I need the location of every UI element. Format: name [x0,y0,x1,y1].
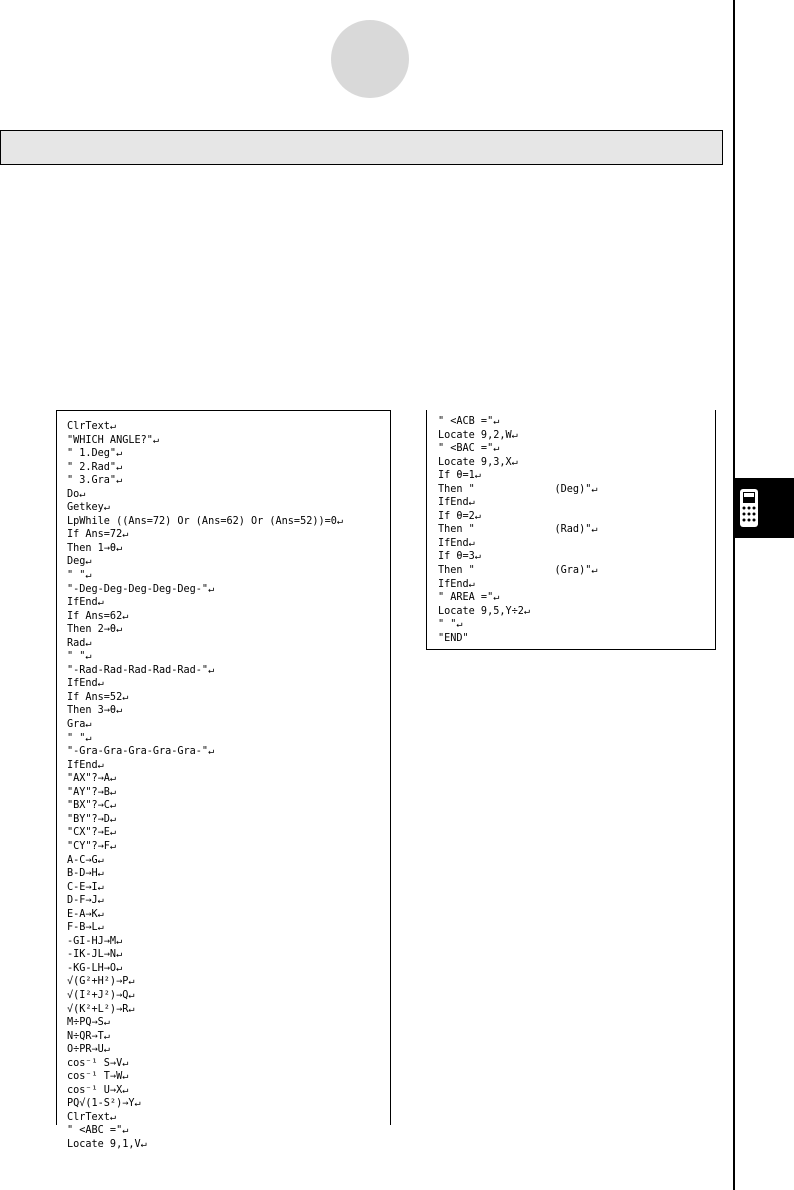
program-line: cos⁻¹ U→X↵ [67,1084,129,1096]
program-line: Then 2→θ↵ [67,624,123,636]
program-line: If θ=1↵ [438,470,481,482]
program-line: Then " (Gra)"↵ [438,565,598,577]
program-line: " "↵ [67,651,92,663]
program-line: " "↵ [67,570,92,582]
program-line: IfEnd↵ [438,578,475,590]
program-line: " <ACB ="↵ [438,416,500,427]
program-line: ClrText↵ [67,421,117,432]
program-line: M÷PQ→S↵ [67,1017,110,1029]
program-line: -IK-JL→N↵ [67,949,123,961]
program-line: " 1.Deg"↵ [67,448,123,460]
program-line: Locate 9,5,Y÷2↵ [438,605,531,617]
program-line: IfEnd↵ [438,497,475,509]
program-line: " <ABC ="↵ [67,1125,129,1137]
program-line: If Ans=62↵ [67,610,129,622]
program-line: If θ=2↵ [438,510,481,522]
program-line: LpWhile ((Ans=72) Or (Ans=62) Or (Ans=52))=0↵ [67,515,344,527]
program-line: "BY"?→D↵ [67,813,117,825]
program-line: √(G²+H²)→P↵ [67,976,135,988]
program-line: A-C→G↵ [67,854,104,866]
program-line: cos⁻¹ T→W↵ [67,1071,129,1083]
program-line: Locate 9,1,V↵ [67,1138,147,1150]
program-line: F-B→L↵ [67,922,104,934]
program-line: "-Rad-Rad-Rad-Rad-Rad-"↵ [67,664,215,676]
program-line: IfEnd↵ [67,678,104,690]
program-line: " "↵ [67,732,92,744]
program-line: -KG-LH→O↵ [67,962,123,974]
program-line: Getkey↵ [67,502,110,514]
program-line: "WHICH ANGLE?"↵ [67,434,160,446]
program-line: O÷PR→U↵ [67,1044,110,1056]
program-line: "BX"?→C↵ [67,800,117,812]
program-line: "CY"?→F↵ [67,840,117,852]
program-line: " AREA ="↵ [438,592,500,604]
program-line: "AY"?→B↵ [67,786,117,798]
program-line: "AX"?→A↵ [67,773,117,785]
program-line: "CX"?→E↵ [67,827,117,839]
program-listing-right [426,410,716,650]
program-line: N÷QR→T↵ [67,1030,110,1042]
program-line: √(K²+L²)→R↵ [67,1003,135,1015]
program-line: ClrText↵ [67,1111,117,1123]
program-line: If Ans=72↵ [67,529,129,541]
program-line: -GI-HJ→M↵ [67,935,123,947]
program-line: IfEnd↵ [438,537,475,549]
program-line: "-Deg-Deg-Deg-Deg-Deg-"↵ [67,583,215,595]
chapter-tab [735,478,794,538]
calculator-icon [739,488,759,528]
program-line: Then " (Rad)"↵ [438,524,598,536]
program-line: " "↵ [438,619,463,631]
program-line: Deg↵ [67,556,92,568]
program-line: "END" [438,632,469,644]
program-line: D-F→J↵ [67,895,104,907]
chapter-circle-marker [331,20,409,98]
program-line: " 3.Gra"↵ [67,475,123,487]
program-line: √(I²+J²)→Q↵ [67,989,135,1001]
section-title-bar [0,130,723,165]
program-line: IfEnd↵ [67,759,104,771]
program-line: E-A→K↵ [67,908,104,920]
program-line: Locate 9,3,X↵ [438,456,518,468]
program-line: C-E→I↵ [67,881,104,893]
program-line: " 2.Rad"↵ [67,461,123,473]
program-line: Then 3→θ↵ [67,705,123,717]
program-line: If Ans=52↵ [67,691,129,703]
program-line: B-D→H↵ [67,868,104,880]
program-line: "-Gra-Gra-Gra-Gra-Gra-"↵ [67,746,215,758]
program-line: Then 1→θ↵ [67,542,123,554]
program-line: Do↵ [67,488,86,500]
program-line: PQ√(1-S²)→Y↵ [67,1098,141,1110]
program-line: Gra↵ [67,719,92,731]
program-line: cos⁻¹ S→V↵ [67,1057,129,1069]
program-line: Locate 9,2,W↵ [438,429,518,441]
program-line: Rad↵ [67,637,92,649]
page-right-rule [733,0,735,1190]
program-line: " <BAC ="↵ [438,443,500,455]
program-line: IfEnd↵ [67,597,104,609]
program-line: Then " (Deg)"↵ [438,483,598,495]
program-listing-left [56,410,391,1150]
program-line: If θ=3↵ [438,551,481,563]
